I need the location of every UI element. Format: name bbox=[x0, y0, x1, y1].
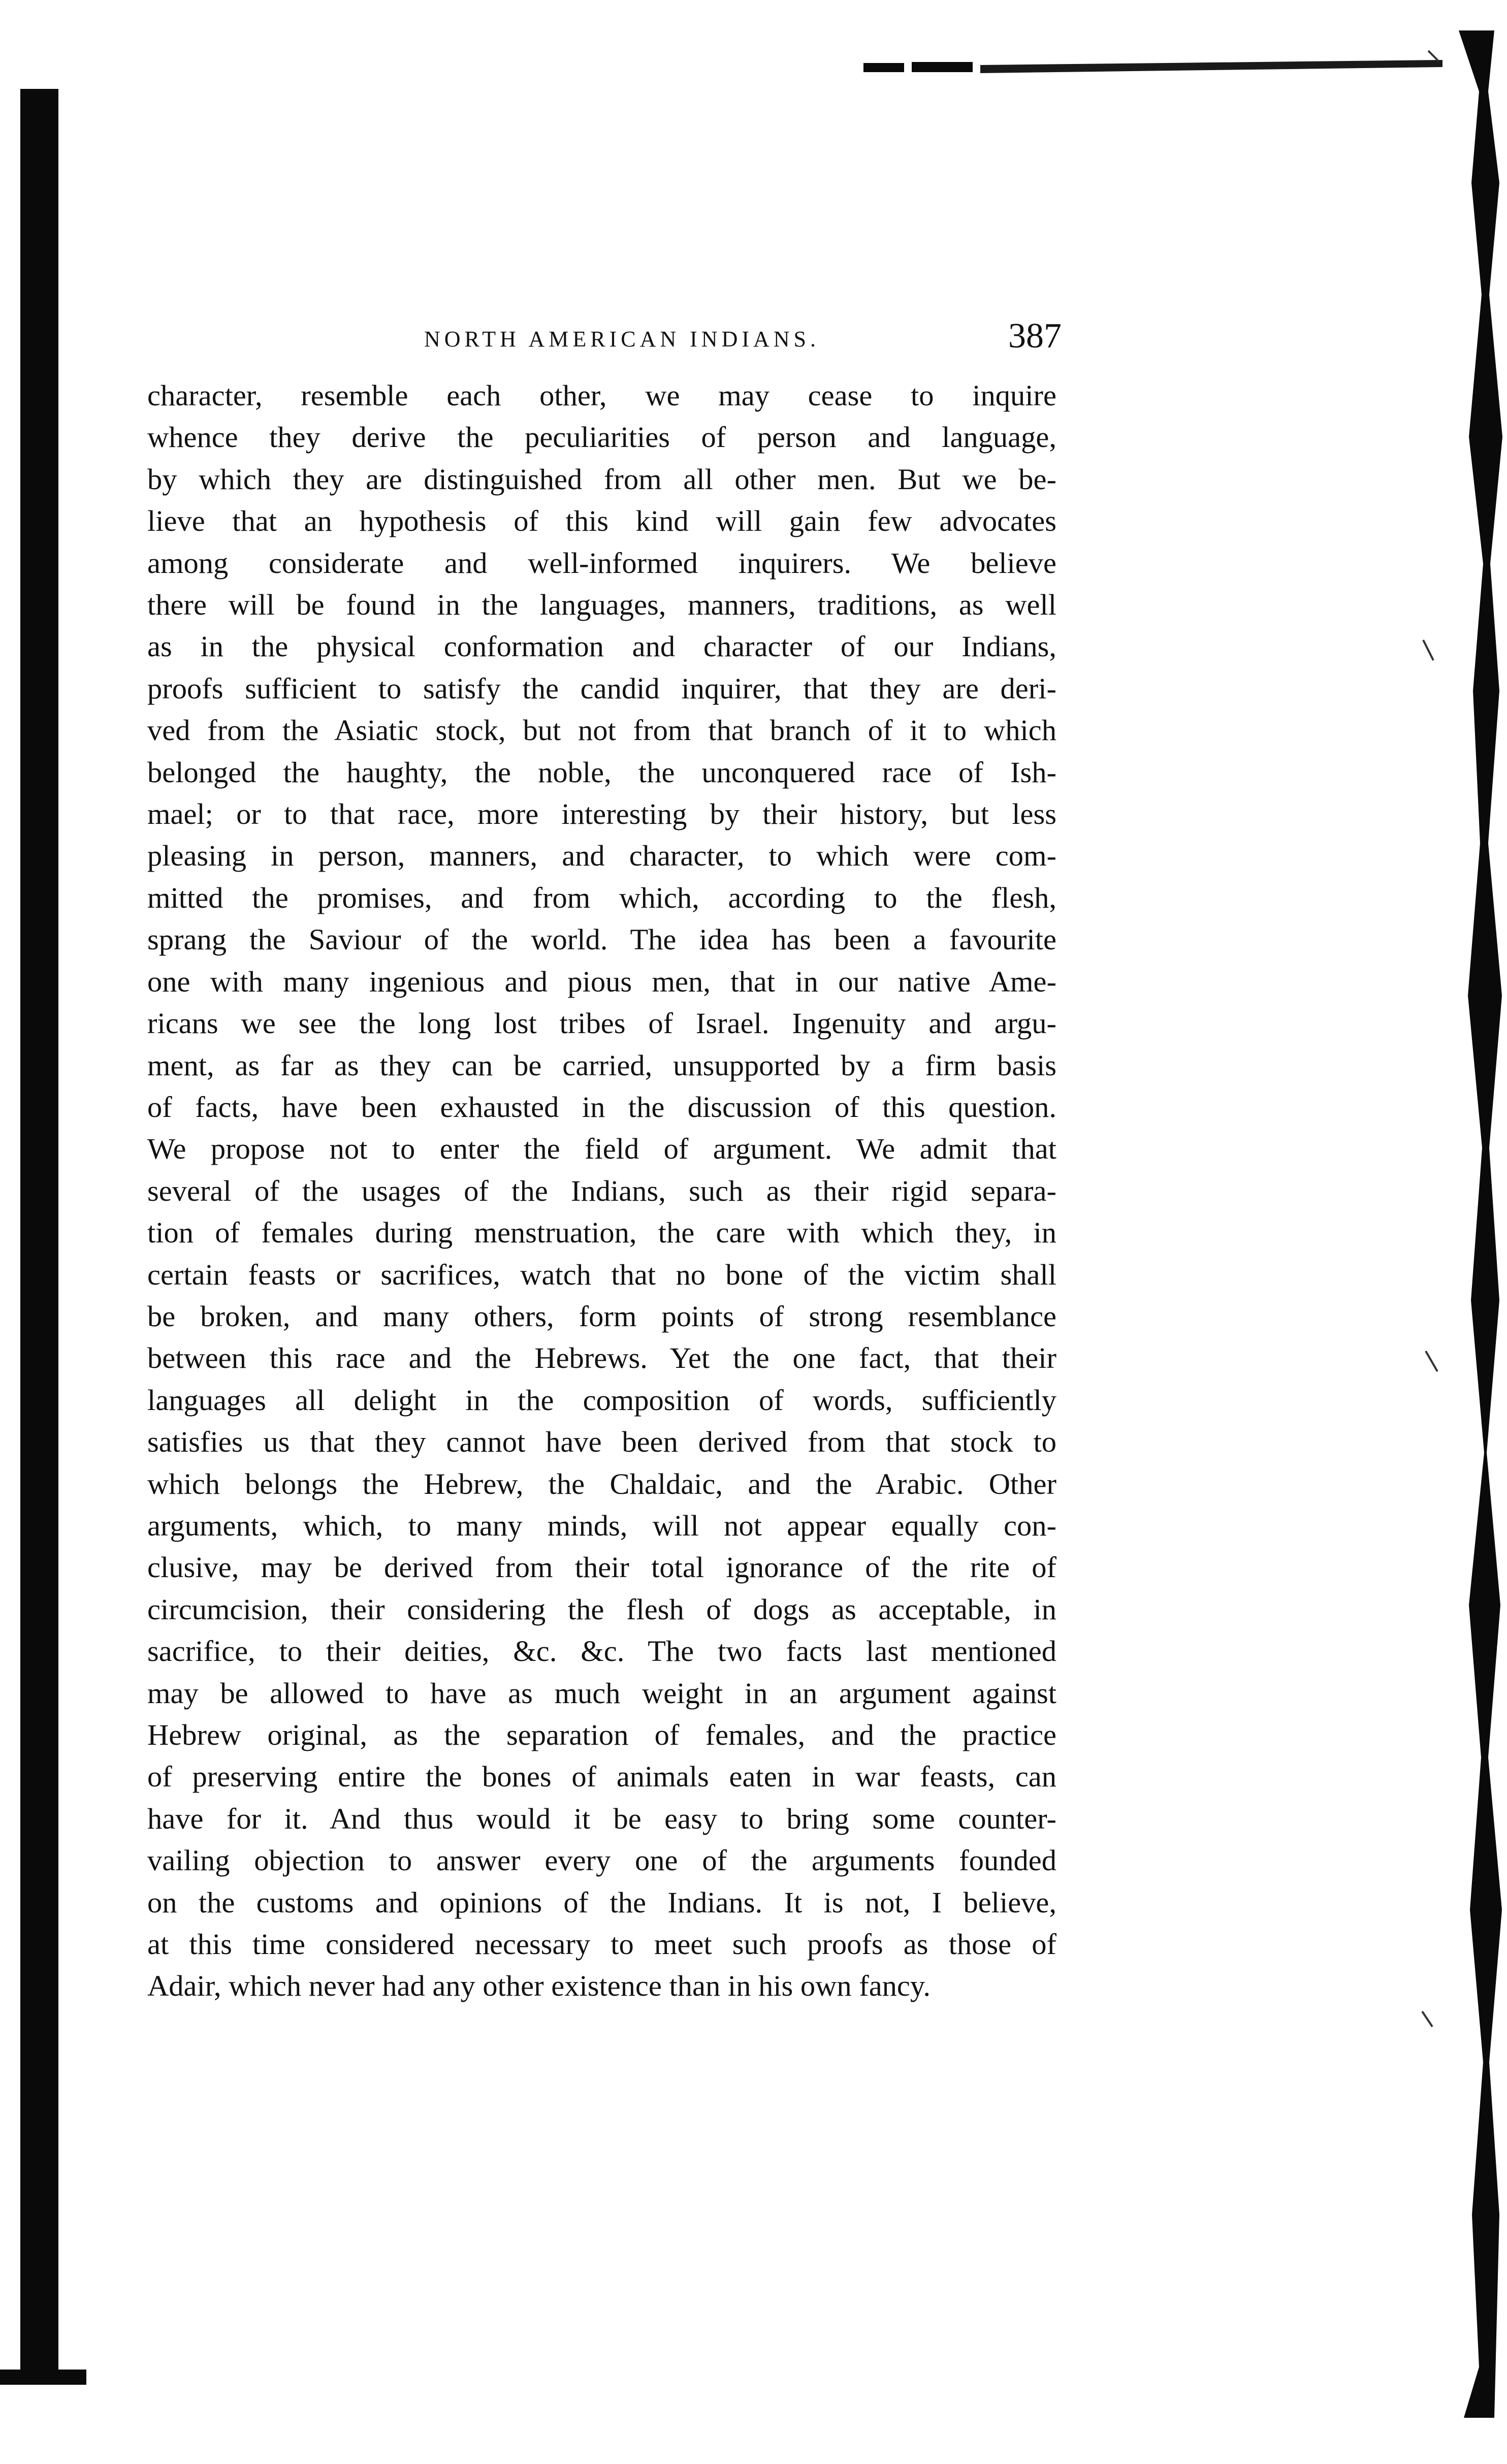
text-line: which belongs the Hebrew, the Chaldaic, and the Arabic. Other bbox=[147, 1467, 1056, 1500]
text-line: belonged the haughty, the noble, the unconquered race of Ish- bbox=[147, 755, 1056, 789]
text-line: languages all delight in the composition of words, sufficiently bbox=[147, 1383, 1056, 1417]
text-line: vailing objection to answer every one of the arguments founded bbox=[147, 1844, 1056, 1877]
text-line: at this time considered necessary to meet such proofs as those of bbox=[147, 1928, 1056, 1961]
body-text bbox=[147, 375, 1056, 2007]
text-line: mael; or to that race, more interesting by their history, but less bbox=[147, 797, 1056, 831]
text-line: certain feasts or sacrifices, watch that no bone of the victim shall bbox=[147, 1258, 1056, 1291]
text-line: as in the physical conformation and character of our Indians, bbox=[147, 630, 1056, 663]
text-line: of preserving entire the bones of animals eaten in war feasts, can bbox=[147, 1760, 1056, 1794]
text-line: lieve that an hypothesis of this kind will gain few advocates bbox=[147, 504, 1056, 538]
text-line: several of the usages of the Indians, such as their rigid separa- bbox=[147, 1174, 1056, 1207]
text-line: one with many ingenious and pious men, that in our native Ame- bbox=[147, 965, 1056, 998]
text-line: proofs sufficient to satisfy the candid inquirer, that they are deri- bbox=[147, 671, 1056, 705]
text-line: tion of females during menstruation, the care with which they, in bbox=[147, 1216, 1056, 1250]
binding-shadow-bar bbox=[20, 89, 58, 2375]
text-line: sacrifice, to their deities, &c. &c. The two facts last mentioned bbox=[147, 1635, 1056, 1668]
text-line: ment, as far as they can be carried, unsupported by a firm basis bbox=[147, 1048, 1056, 1082]
text-line: ricans we see the long lost tribes of Israel. Ingenuity and argu- bbox=[147, 1007, 1056, 1040]
text-line: ved from the Asiatic stock, but not from that branch of it to which bbox=[147, 714, 1056, 747]
text-line: there will be found in the languages, manners, traditions, as well bbox=[147, 588, 1056, 622]
text-line: circumcision, their considering the flesh of dogs as acceptable, in bbox=[147, 1592, 1056, 1626]
text-line: by which they are distinguished from all other men. But we be- bbox=[147, 462, 1056, 496]
text-line: We propose not to enter the field of argument. We admit that bbox=[147, 1132, 1056, 1166]
text-line: sprang the Saviour of the world. The idea has been a favourite bbox=[147, 923, 1056, 956]
text-line: satisfies us that they cannot have been derived from that stock to bbox=[147, 1425, 1056, 1459]
text-line: whence they derive the peculiarities of person and language, bbox=[147, 421, 1056, 454]
text-line: on the customs and opinions of the Indians. It is not, I believe, bbox=[147, 1885, 1056, 1919]
text-line: clusive, may be derived from their total ignorance of the rite of bbox=[147, 1551, 1056, 1584]
text-line: of facts, have been exhausted in the discussion of this question. bbox=[147, 1090, 1056, 1124]
running-title: NORTH AMERICAN INDIANS. bbox=[424, 327, 820, 351]
page-number: 387 bbox=[1008, 316, 1062, 356]
text-line: have for it. And thus would it be easy to bring some counter- bbox=[147, 1802, 1056, 1835]
torn-right-edge bbox=[1418, 30, 1507, 2418]
text-line: Hebrew original, as the separation of females, and the practice bbox=[147, 1718, 1056, 1751]
text-line: among considerate and well-informed inquirers. We believe bbox=[147, 546, 1056, 580]
text-line: be broken, and many others, form points of strong resemblance bbox=[147, 1299, 1056, 1333]
top-edge-smudge bbox=[863, 60, 1442, 75]
text-line: Adair, which never had any other existence than in his own fancy. bbox=[147, 1969, 931, 2003]
text-line: between this race and the Hebrews. Yet the one fact, that their bbox=[147, 1341, 1056, 1375]
running-head bbox=[147, 316, 1062, 357]
text-line: mitted the promises, and from which, according to the flesh, bbox=[147, 881, 1056, 914]
text-line: character, resemble each other, we may cease to inquire bbox=[147, 379, 1056, 412]
text-line: may be allowed to have as much weight in an argument against bbox=[147, 1676, 1056, 1710]
text-line: arguments, which, to many minds, will not appear equally con- bbox=[147, 1509, 1056, 1542]
text-line: pleasing in person, manners, and character, to which were com- bbox=[147, 839, 1056, 873]
binding-shadow-foot bbox=[0, 2370, 86, 2385]
